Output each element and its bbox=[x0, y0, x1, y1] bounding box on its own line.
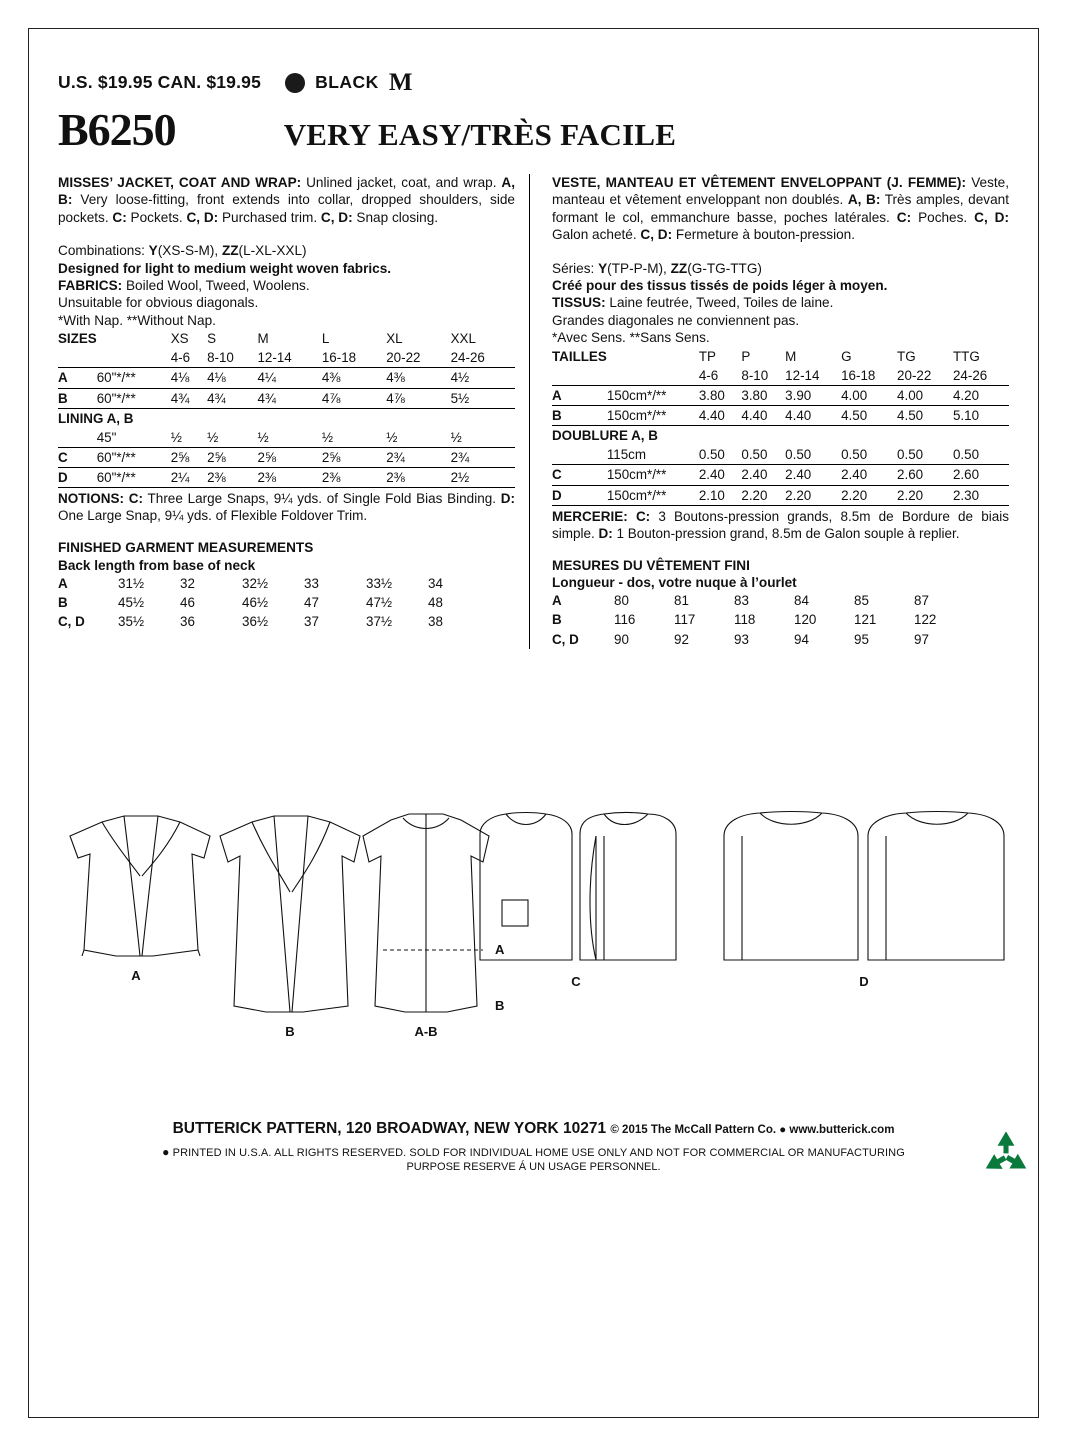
english-nap: *With Nap. **Without Nap. bbox=[58, 312, 216, 328]
size-name: P bbox=[741, 348, 751, 364]
size-number: 20-22 bbox=[386, 348, 450, 368]
footer-legal-2: PURPOSE RESERVE Á UN USAGE PERSONNEL. bbox=[406, 1161, 661, 1173]
svg-text:D: D bbox=[859, 974, 869, 989]
size-number: 24-26 bbox=[451, 348, 515, 368]
english-finished-sub: Back length from base of neck bbox=[58, 557, 256, 573]
footer-address bbox=[58, 1120, 1009, 1138]
price-row bbox=[58, 70, 1009, 95]
size-name: M bbox=[257, 331, 269, 347]
price-text: U.S. $19.95 CAN. $19.95 bbox=[58, 72, 262, 92]
line-drawings bbox=[58, 810, 1009, 1060]
table-row: D 60"*/** 2¼ 2⅜ 2⅜ 2⅜ 2⅜ 2½ bbox=[58, 468, 515, 488]
size-name: M bbox=[785, 348, 797, 364]
size-number: 12-14 bbox=[785, 366, 841, 386]
size-number: 8-10 bbox=[207, 348, 257, 368]
english-designed: Designed for light to medium weight woven fabrics. bbox=[58, 260, 392, 276]
french-column bbox=[529, 174, 1009, 649]
fabric-width: 60"*/** bbox=[97, 368, 171, 388]
two-column-body bbox=[58, 174, 1009, 649]
size-number: 20-22 bbox=[897, 366, 953, 386]
table-row bbox=[552, 347, 1009, 366]
french-designed: Créé pour des tissus tissés de poids léger à moyen. bbox=[552, 277, 888, 293]
french-description: VESTE, MANTEAU ET VÊTEMENT ENVELOPPANT (J. FEMME): Veste, manteau et vêtement enveloppant non doublés. A, B: Très amples, devant formant le col, emmanchure basse, poches latérales. C: Poches. C, D: Galon acheté. C, D: Fermeture à bouton-pression. bbox=[552, 175, 1010, 243]
footer-legal bbox=[58, 1145, 1009, 1159]
size-name: L bbox=[321, 331, 330, 347]
color-label: BLACK bbox=[315, 72, 379, 92]
size-name: XL bbox=[386, 331, 403, 347]
english-finished-head: FINISHED GARMENT MEASUREMENTS bbox=[58, 540, 314, 556]
view-label: B bbox=[552, 405, 607, 425]
svg-text:A: A bbox=[495, 942, 505, 957]
tagline: VERY EASY/TRÈS FACILE bbox=[283, 117, 677, 152]
content-area bbox=[58, 70, 1009, 649]
lining-header: LINING A, B bbox=[58, 410, 134, 426]
english-notions: NOTIONS: C: Three Large Snaps, 9¼ yds. of Single Fold Bias Binding. D: One Large Snap, 9¼ yds. of Flexible Foldover Trim. bbox=[58, 491, 515, 524]
fabric-width: 45" bbox=[97, 428, 171, 448]
size-name: TTG bbox=[952, 348, 980, 364]
recycle-icon bbox=[979, 1128, 1033, 1182]
table-row: C 60"*/** 2⅝ 2⅝ 2⅝ 2⅝ 2¾ 2¾ bbox=[58, 448, 515, 468]
view-label: B bbox=[58, 388, 97, 408]
table-row bbox=[552, 426, 1009, 446]
view-label: A bbox=[552, 385, 607, 405]
size-name: S bbox=[207, 331, 217, 347]
table-row: C, D 35½ 36 36½ 37 37½ 38 bbox=[58, 614, 443, 630]
title-row bbox=[58, 103, 1009, 156]
fabric-width: 150cm*/** bbox=[607, 405, 699, 425]
french-yardage-table bbox=[552, 347, 1009, 506]
french-nap: *Avec Sens. **Sans Sens. bbox=[552, 330, 710, 346]
view-label: A bbox=[58, 368, 97, 388]
table-row bbox=[552, 366, 1009, 386]
size-name: G bbox=[841, 348, 852, 364]
table-row: B 45½ 46 46½ 47 47½ 48 bbox=[58, 595, 443, 611]
svg-text:C: C bbox=[571, 974, 581, 989]
size-number: 16-18 bbox=[322, 348, 386, 368]
table-row: A 80 81 83 84 85 87 bbox=[552, 593, 929, 609]
fabric-width: 150cm*/** bbox=[607, 465, 699, 485]
table-row: 115cm 0.50 0.50 0.50 0.50 0.50 0.50 bbox=[552, 445, 1009, 465]
figure-jacket-a bbox=[70, 816, 210, 983]
table-row: B 60"*/** 4¾ 4¾ 4¾ 4⅞ 4⅞ 5½ bbox=[58, 388, 515, 408]
svg-text:B: B bbox=[495, 998, 505, 1013]
svg-text:A: A bbox=[131, 968, 141, 983]
table-row: C, D 90 92 93 94 95 97 bbox=[552, 631, 929, 647]
english-combinations: Combinations: Y(XS-S-M), ZZ(L-XL-XXL) bbox=[58, 243, 307, 259]
french-finished-sub: Longueur - dos, votre nuque à l’ourlet bbox=[552, 574, 797, 590]
figure-back-a-b bbox=[363, 814, 505, 1039]
fabric-width: 60"*/** bbox=[97, 468, 171, 488]
color-dot-icon bbox=[285, 73, 305, 93]
french-unsuitable: Grandes diagonales ne conviennent pas. bbox=[552, 312, 800, 328]
footer-copyright: © 2015 The McCall Pattern Co. ● www.butterick.com bbox=[610, 1124, 895, 1136]
pattern-number: B6250 bbox=[58, 104, 176, 155]
size-number: 4-6 bbox=[171, 348, 207, 368]
french-fabrics: TISSUS: Laine feutrée, Tweed, Toiles de laine. bbox=[552, 295, 834, 311]
svg-text:B: B bbox=[285, 1024, 295, 1039]
english-unsuitable: Unsuitable for obvious diagonals. bbox=[58, 295, 259, 311]
table-row bbox=[58, 348, 515, 368]
french-combinations: Séries: Y(TP-P-M), ZZ(G-TG-TTG) bbox=[552, 260, 762, 276]
figure-coat-b bbox=[220, 816, 360, 1039]
english-yardage-table bbox=[58, 329, 515, 488]
english-finished-table bbox=[58, 574, 515, 631]
french-finished-head: MESURES DU VÊTEMENT FINI bbox=[552, 557, 750, 573]
footer-legal-text: PRINTED IN U.S.A. ALL RIGHTS RESERVED. SOLD FOR INDIVIDUAL HOME USE ONLY AND NOT FOR COMMERCIAL OR MANUFACTURING bbox=[172, 1147, 905, 1159]
size-number: 12-14 bbox=[257, 348, 321, 368]
size-letter: M bbox=[388, 69, 413, 96]
table-row bbox=[58, 329, 515, 348]
english-fabrics: FABRICS: Boiled Wool, Tweed, Woolens. bbox=[58, 277, 310, 293]
view-label: D bbox=[552, 485, 607, 505]
size-name: TP bbox=[698, 348, 716, 364]
table-row: B 150cm*/** 4.40 4.40 4.40 4.50 4.50 5.10 bbox=[552, 405, 1009, 425]
size-number: 8-10 bbox=[741, 366, 785, 386]
table-row: D 150cm*/** 2.10 2.20 2.20 2.20 2.20 2.30 bbox=[552, 485, 1009, 505]
size-number: 16-18 bbox=[841, 366, 897, 386]
size-name: TG bbox=[897, 348, 916, 364]
view-label: C bbox=[552, 465, 607, 485]
figure-wrap-c bbox=[480, 813, 676, 990]
table-row: C 150cm*/** 2.40 2.40 2.40 2.40 2.60 2.60 bbox=[552, 465, 1009, 485]
footer-address-main: BUTTERICK PATTERN, 120 BROADWAY, NEW YORK 10271 bbox=[172, 1120, 607, 1137]
size-header: TAILLES bbox=[552, 348, 607, 364]
figure-wrap-d bbox=[724, 812, 1004, 990]
size-header: SIZES bbox=[58, 331, 97, 347]
table-row: 45" ½ ½ ½ ½ ½ ½ bbox=[58, 428, 515, 448]
fabric-width: 60"*/** bbox=[97, 388, 171, 408]
table-row: A 60"*/** 4⅛ 4⅛ 4¼ 4⅜ 4⅜ 4½ bbox=[58, 368, 515, 388]
english-column bbox=[58, 174, 523, 649]
fabric-width: 150cm*/** bbox=[607, 485, 699, 505]
size-number: 24-26 bbox=[953, 366, 1009, 386]
table-row bbox=[58, 408, 515, 428]
fabric-width: 115cm bbox=[607, 445, 699, 465]
bullet-icon: ● bbox=[162, 1145, 170, 1159]
fabric-width: 60"*/** bbox=[97, 448, 171, 468]
lining-header: DOUBLURE A, B bbox=[552, 428, 658, 444]
fabric-width: 150cm*/** bbox=[607, 385, 699, 405]
table-row: B 116 117 118 120 121 122 bbox=[552, 612, 937, 628]
footer bbox=[58, 1120, 1009, 1173]
size-name: XS bbox=[170, 331, 189, 347]
french-finished-table bbox=[552, 591, 1009, 648]
table-row: A 31½ 32 32½ 33 33½ 34 bbox=[58, 575, 443, 591]
size-name: XXL bbox=[450, 331, 476, 347]
size-number: 4-6 bbox=[699, 366, 742, 386]
french-notions: MERCERIE: C: 3 Boutons-pression grands, 8.5m de Bordure de biais simple. D: 1 Bouton-pression grand, 8.5m de Galon souple à replier. bbox=[552, 508, 1009, 541]
table-row: A 150cm*/** 3.80 3.80 3.90 4.00 4.00 4.20 bbox=[552, 385, 1009, 405]
view-label: C bbox=[58, 448, 97, 468]
svg-text:A-B: A-B bbox=[414, 1024, 438, 1039]
english-description: MISSES’ JACKET, COAT AND WRAP: Unlined jacket, coat, and wrap. A, B: Very loose-fitting, front extends into collar, dropped shoulders, side pockets. C: Pockets. C, D: Purchased trim. C, D: Snap closing. bbox=[58, 175, 515, 225]
view-label: D bbox=[58, 468, 97, 488]
